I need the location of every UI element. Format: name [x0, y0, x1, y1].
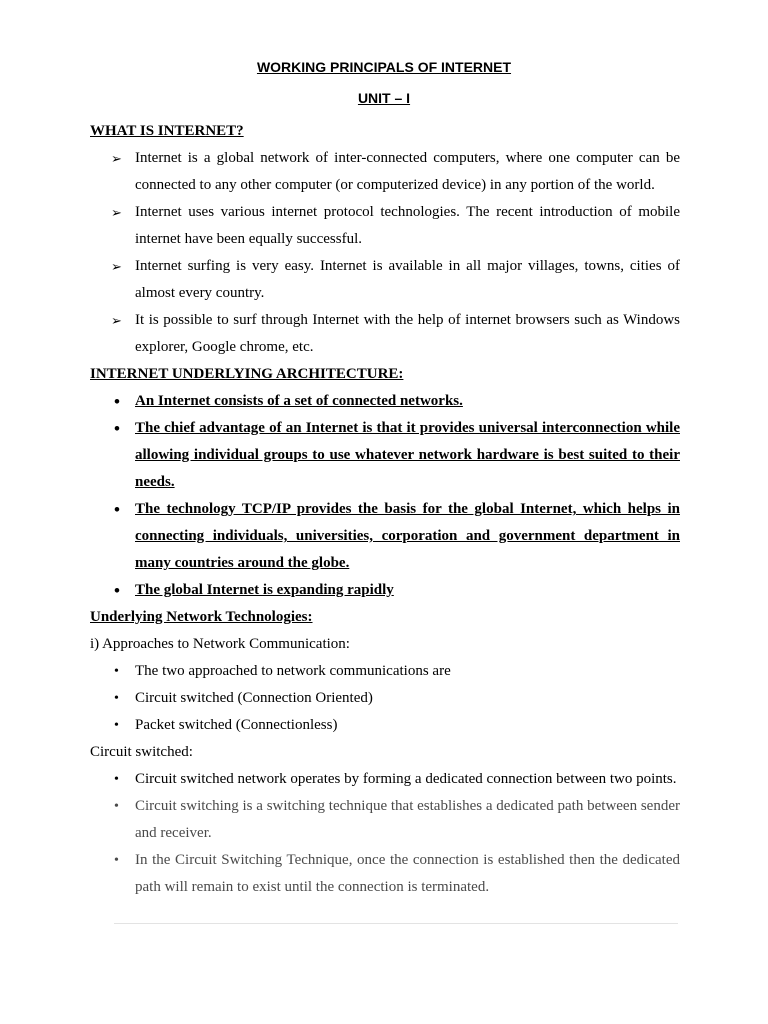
list-item: ➢ Internet is a global network of inter-connected computers, where one computer can be connected to any other computer (or computerized device) in any portion of the world. — [90, 145, 680, 199]
list-item: • In the Circuit Switching Technique, once the connection is established then the dedicated path will remain to exist until the connection is terminated. — [90, 847, 680, 901]
list-item: • Circuit switched network operates by forming a dedicated connection between two points. — [90, 766, 680, 793]
list-item: • An Internet consists of a set of connected networks. — [90, 388, 680, 415]
arrow-bullet-icon: ➢ — [111, 205, 122, 220]
arrow-bullet-icon: ➢ — [111, 259, 122, 274]
subheading-circuit-switched: Circuit switched: — [90, 744, 193, 760]
list-what-is-internet — [90, 145, 680, 361]
subheading-approaches: i) Approaches to Network Communication: — [90, 636, 350, 652]
list-approaches — [90, 658, 680, 739]
list-circuit-switched — [90, 766, 680, 901]
bullet-icon: • — [114, 664, 119, 679]
bullet-icon: • — [114, 581, 120, 600]
list-architecture — [90, 388, 680, 604]
list-item: • The technology TCP/IP provides the basis for the global Internet, which helps in connecting individuals, universities, corporation and government department in many countries around the globe. — [90, 496, 680, 577]
document-title: WORKING PRINCIPALS OF INTERNET — [256, 59, 512, 75]
list-item: • The chief advantage of an Internet is that it provides universal interconnection while allowing individual groups to use whatever network hardware is best suited to their needs. — [90, 415, 680, 496]
section-heading-network-technologies: Underlying Network Technologies: — [90, 609, 313, 625]
arrow-bullet-icon: ➢ — [111, 313, 122, 328]
bullet-icon: • — [114, 772, 119, 787]
section-heading-architecture: INTERNET UNDERLYING ARCHITECTURE: — [90, 366, 404, 382]
document-body — [90, 118, 680, 901]
list-item: ➢ Internet surfing is very easy. Internet is available in all major villages, towns, cities of almost every country. — [90, 253, 680, 307]
bullet-icon: • — [114, 718, 119, 733]
list-item: • Circuit switched (Connection Oriented) — [90, 685, 680, 712]
list-item: ➢ Internet uses various internet protocol technologies. The recent introduction of mobile internet have been equally successful. — [90, 199, 680, 253]
arrow-bullet-icon: ➢ — [111, 151, 122, 166]
unit-heading: UNIT – I — [357, 90, 411, 106]
list-item: ➢ It is possible to surf through Internet with the help of internet browsers such as Windows explorer, Google chrome, etc. — [90, 307, 680, 361]
bullet-icon: • — [114, 853, 119, 868]
section-heading-what-is-internet: WHAT IS INTERNET? — [90, 123, 244, 139]
bullet-icon: • — [114, 691, 119, 706]
bullet-icon: • — [114, 500, 120, 519]
footer-divider — [114, 923, 678, 924]
bullet-icon: • — [114, 419, 120, 438]
bullet-icon: • — [114, 392, 120, 411]
list-item: • The global Internet is expanding rapidly — [90, 577, 680, 604]
list-item: • Packet switched (Connectionless) — [90, 712, 680, 739]
bullet-icon: • — [114, 799, 119, 814]
list-item: • Circuit switching is a switching technique that establishes a dedicated path between sender and receiver. — [90, 793, 680, 847]
list-item: • The two approached to network communications are — [90, 658, 680, 685]
